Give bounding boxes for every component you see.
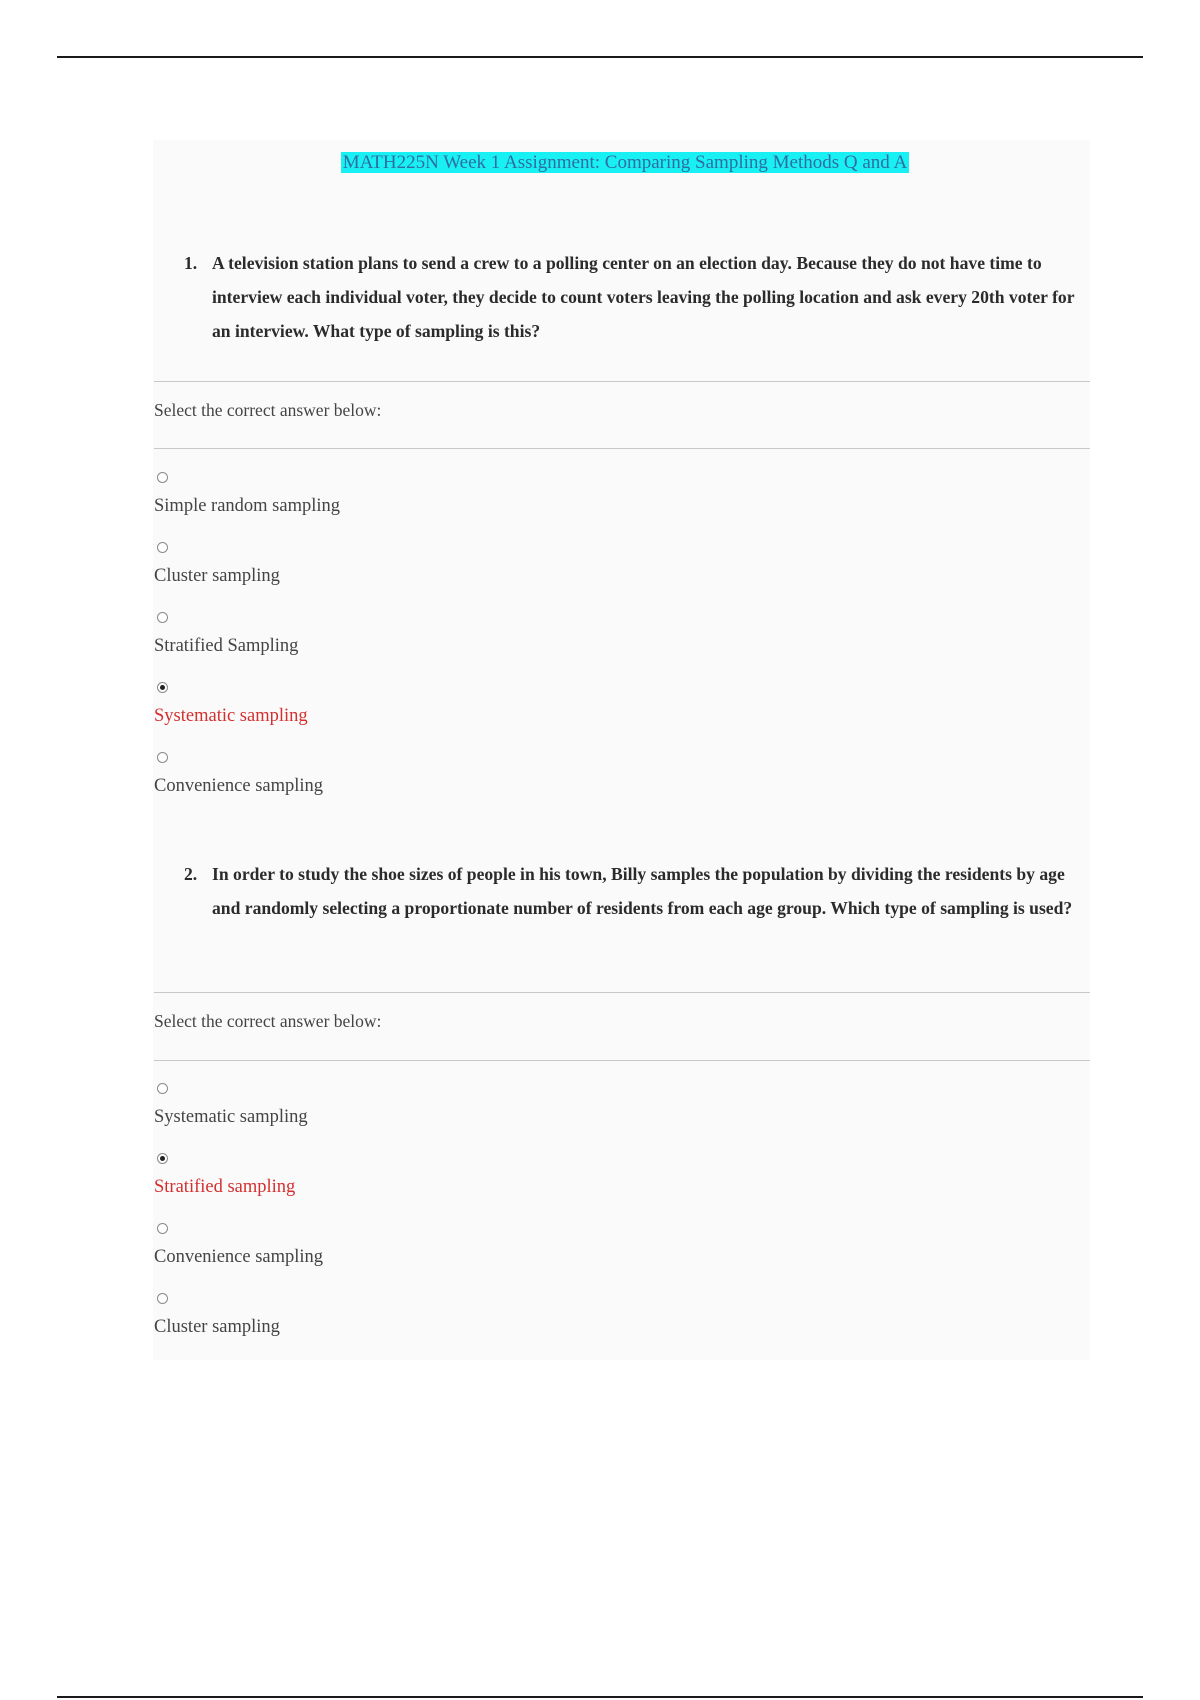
question-text: In order to study the shoe sizes of people in his town, Billy samples the population by dividing the residents by age and randomly selecting a proportionate number of residents from each age group. Which type of sampling is used? xyxy=(212,864,1073,918)
answer-options-q2 xyxy=(154,1083,754,1363)
question-1 xyxy=(184,246,1090,348)
answer-option[interactable] xyxy=(154,612,754,682)
divider xyxy=(154,992,1090,993)
answer-option[interactable] xyxy=(154,752,754,822)
question-2 xyxy=(184,857,1090,925)
radio-button-checked[interactable] xyxy=(157,1153,168,1164)
answer-option[interactable] xyxy=(154,542,754,612)
answer-label[interactable]: Convenience sampling xyxy=(154,776,324,796)
radio-button[interactable] xyxy=(157,1293,168,1304)
answer-prompt: Select the correct answer below: xyxy=(154,400,382,420)
answer-options-q1 xyxy=(154,472,754,822)
radio-button-checked[interactable] xyxy=(157,682,168,693)
page-bottom-rule xyxy=(57,1696,1143,1698)
answer-label[interactable]: Cluster sampling xyxy=(154,566,280,586)
question-number: 1. xyxy=(184,253,198,273)
divider xyxy=(154,381,1090,382)
radio-button[interactable] xyxy=(157,1083,168,1094)
page-top-rule xyxy=(57,56,1143,58)
answer-label[interactable]: Cluster sampling xyxy=(154,1317,280,1337)
question-text: A television station plans to send a crew to a polling center on an election day. Because they do not have time to interview each individual voter, they decide to count voters leaving the polling location and ask every 20th voter for an interview. What type of sampling is this? xyxy=(212,253,1075,341)
divider xyxy=(154,1060,1090,1061)
document-title xyxy=(0,151,1200,175)
answer-option[interactable] xyxy=(154,472,754,542)
radio-button[interactable] xyxy=(157,752,168,763)
answer-label-selected[interactable]: Stratified sampling xyxy=(154,1177,296,1197)
document-title-text: MATH225N Week 1 Assignment: Comparing Sampling Methods Q and A xyxy=(342,152,908,173)
radio-button[interactable] xyxy=(157,612,168,623)
answer-option-selected[interactable] xyxy=(154,682,754,752)
answer-option[interactable] xyxy=(154,1083,754,1153)
answer-label[interactable]: Simple random sampling xyxy=(154,496,341,516)
radio-button[interactable] xyxy=(157,472,168,483)
question-number: 2. xyxy=(184,864,198,884)
answer-option[interactable] xyxy=(154,1223,754,1293)
answer-label[interactable]: Stratified Sampling xyxy=(154,636,299,656)
answer-label-selected[interactable]: Systematic sampling xyxy=(154,706,308,726)
answer-option[interactable] xyxy=(154,1293,754,1363)
radio-button[interactable] xyxy=(157,542,168,553)
answer-label[interactable]: Systematic sampling xyxy=(154,1107,308,1127)
answer-prompt: Select the correct answer below: xyxy=(154,1011,382,1031)
answer-label[interactable]: Convenience sampling xyxy=(154,1247,324,1267)
divider xyxy=(154,448,1090,449)
answer-option-selected[interactable] xyxy=(154,1153,754,1223)
radio-button[interactable] xyxy=(157,1223,168,1234)
